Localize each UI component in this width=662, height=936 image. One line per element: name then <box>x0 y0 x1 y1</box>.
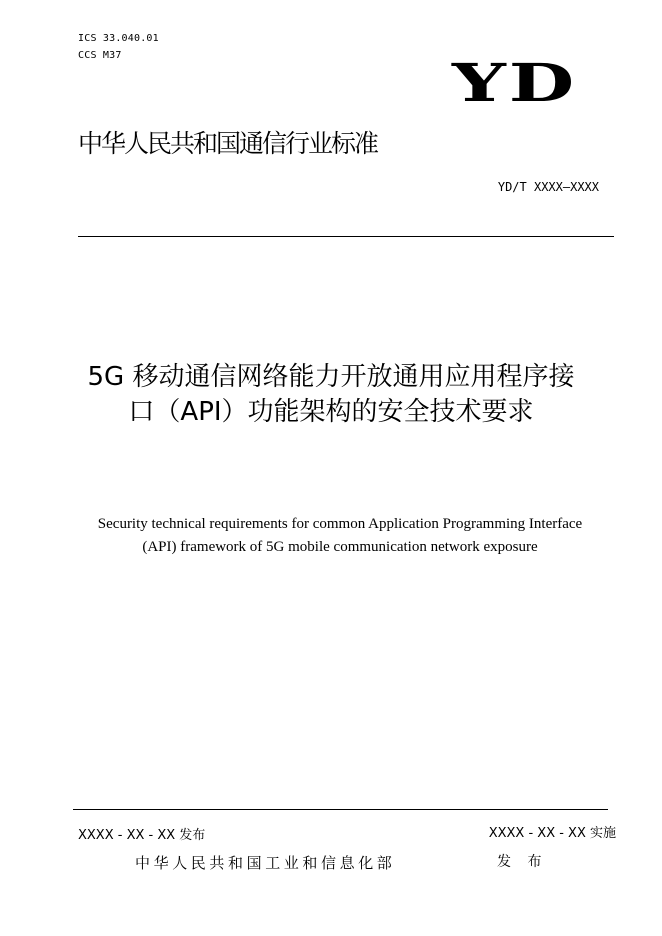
implementation-date: XXXX - XX - XX 实施 <box>488 826 616 841</box>
ics-code: ICS 33.040.01 <box>78 33 159 44</box>
footer-divider <box>73 809 608 810</box>
header-divider <box>78 236 614 237</box>
issue-date: XXXX - XX - XX 发布 <box>78 828 206 843</box>
document-title-english <box>0 513 662 559</box>
yd-logo: YD <box>452 53 578 114</box>
title-cn-line-2: 口（API）功能架构的安全技术要求 <box>128 397 534 427</box>
publisher: 中华人民共和国工业和信息化部 <box>135 854 396 872</box>
title-en-line-2: (API) framework of 5G mobile communication network exposure <box>142 539 538 555</box>
publish-label: 发 布 <box>497 854 548 870</box>
title-en-line-1: Security technical requirements for common Application Programming Interface <box>97 516 583 532</box>
standard-number: YD/T XXXX—XXXX <box>497 180 599 194</box>
title-cn-line-1: 5G 移动通信网络能力开放通用应用程序接 <box>87 362 575 392</box>
standard-organization-title: 中华人民共和国通信行业标准 <box>78 129 378 158</box>
document-title-chinese <box>0 360 662 430</box>
ccs-code: CCS M37 <box>78 50 122 61</box>
